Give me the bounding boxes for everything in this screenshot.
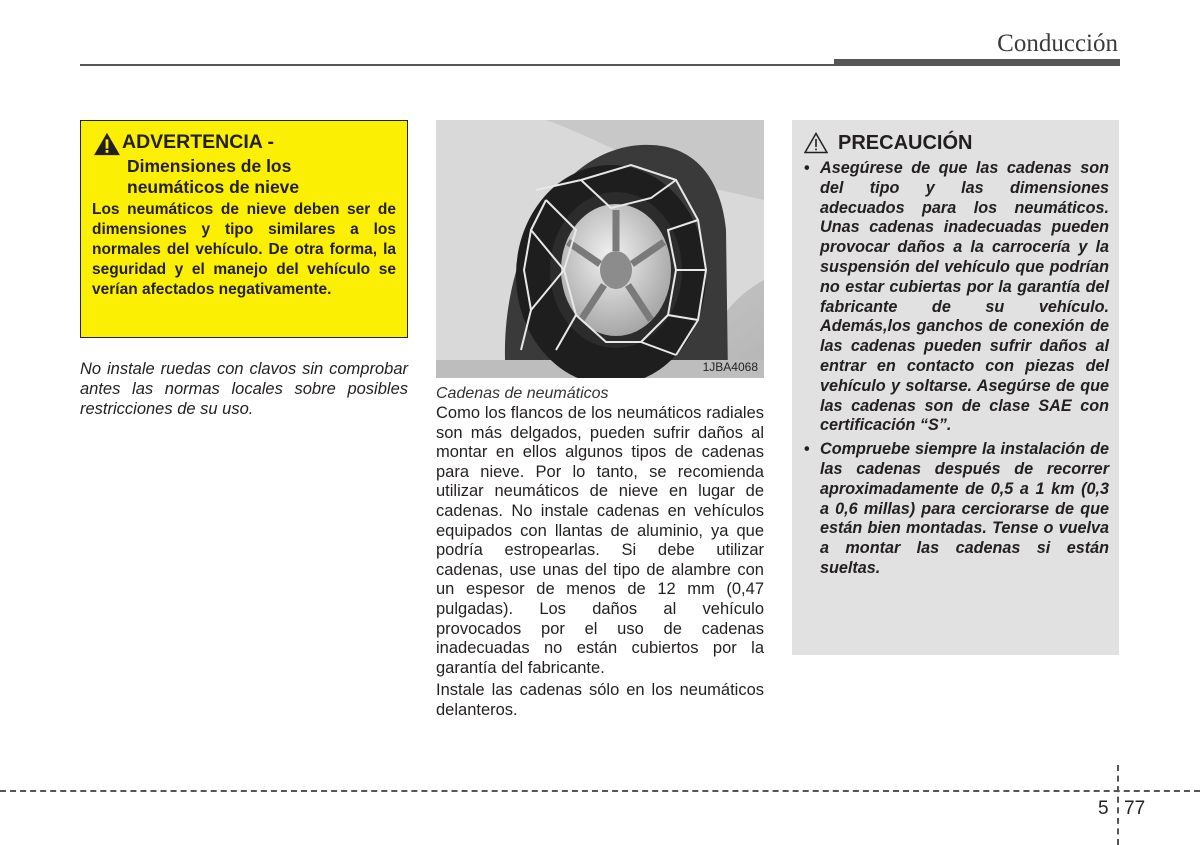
caution-item: • Asegúrese de que las cadenas son del tipo y las dimensiones adecuados para los neumáticos. Unas cadenas inadecuadas pueden provocar daños a la carrocería y la suspensión del vehículo que podrían no estar cubiertas por la garantía del fabricante de su vehículo. Además,los ganchos de conexión de las cadenas pueden sufrir daños al entrar en contacto con piezas del vehículo y soltarse. Asegúrse de que las cadenas son de clase SAE con certificación “S”. — [804, 159, 1109, 436]
header-rule — [80, 64, 836, 66]
tire-chain-illustration — [436, 120, 764, 378]
caution-title: PRECAUCIÓN — [838, 132, 973, 154]
section-paragraph-2: Instale las cadenas sólo en los neumáticos delanteros. — [436, 681, 764, 719]
page-header-title: Conducción — [997, 30, 1118, 57]
section-number: 5 — [1098, 798, 1109, 819]
page-number: 77 — [1124, 798, 1146, 819]
header-rule-accent — [834, 59, 1120, 66]
caution-item: • Compruebe siempre la instalación de las cadenas después de recorrer aproximadamente de 0,5 a 1 km (0,3 a 0,6 millas) para cerciorarse de que están bien montadas. Tense o vuelva a montar las cadenas si están sueltas. — [804, 440, 1109, 579]
warning-subtitle-line2: neumáticos de nieve — [127, 177, 300, 197]
tire-chain-photo — [436, 120, 764, 378]
warning-triangle-icon — [92, 132, 122, 156]
stud-tire-note: No instale ruedas con clavos sin comprobar antes las normas locales sobre posibles restricciones de su uso. — [80, 360, 408, 418]
footer-divider — [1117, 765, 1119, 845]
tire-chains-section — [436, 384, 764, 721]
warning-title: ADVERTENCIA - — [122, 131, 275, 153]
section-caption: Cadenas de neumáticos — [436, 385, 609, 402]
figure-code: 1JBA4068 — [702, 360, 758, 374]
section-paragraph-1: Como los flancos de los neumáticos radiales son más delgados, pueden sufrir daños al montar en ellos algunos tipos de cadenas para nieve. Por lo tanto, se recomienda utilizar neumáticos de nieve en lugar de cadenas. No instale cadenas en vehículos equipados con llantas de aluminio, ya que podría estropearlas. Si debe utilizar cadenas, use unas del tipo de alambre con un espesor de menos de 12 mm (0,47 pulgadas). Los daños al vehículo provocados por el uso de cadenas inadecuadas no están cubiertos por la garantía del fabricante. — [436, 404, 764, 677]
warning-box — [80, 120, 408, 338]
footer-rule — [0, 790, 1200, 792]
caution-triangle-icon — [804, 132, 828, 154]
caution-box — [792, 120, 1119, 655]
warning-body: Los neumáticos de nieve deben ser de dimensiones y tipo similares a los normales del vehículo. De otra forma, la seguridad y el manejo del vehículo se verían afectados negativamente. — [92, 201, 396, 298]
warning-subtitle-line1: Dimensiones de los — [127, 156, 292, 176]
caution-list — [804, 159, 1109, 579]
